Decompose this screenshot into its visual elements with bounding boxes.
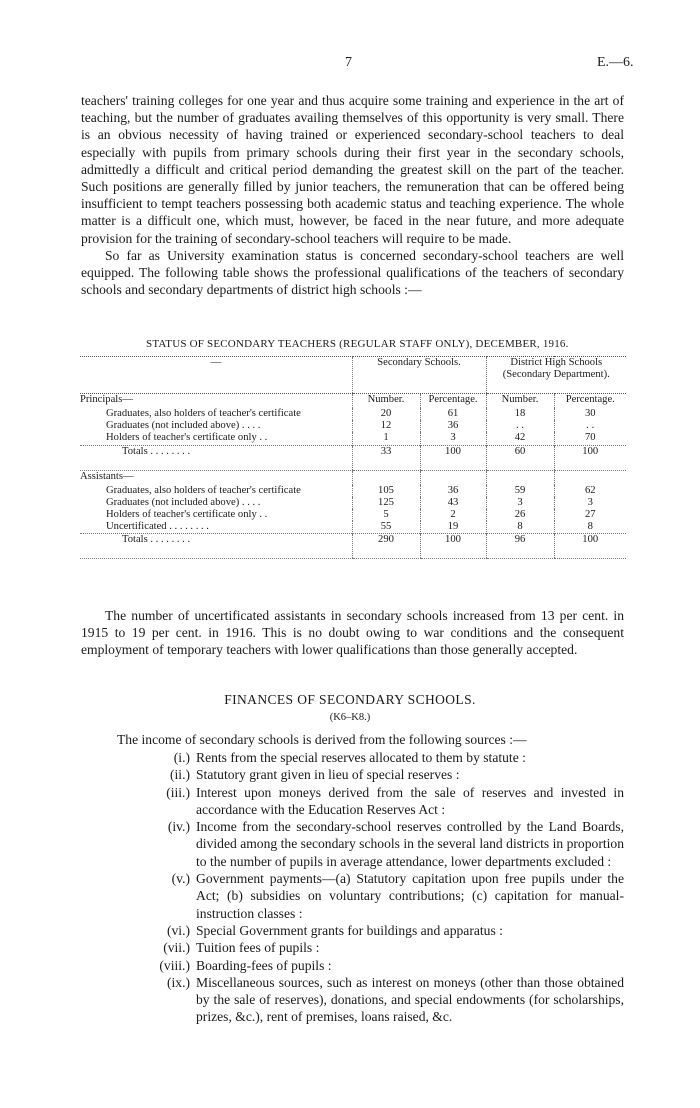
table-row: Graduates, also holders of teacher's certificate 20 61 18 30 [80, 408, 626, 420]
list-item: (vi.) Special Government grants for buildings and apparatus : [166, 922, 503, 938]
list-item: (iii.) Interest upon moneys derived from the sale of reserves and invested in accordance with the Education Reserves Act : [166, 784, 624, 817]
table-row: Graduates (not included above) . . . . 12 36 . . . . [80, 420, 626, 432]
table-row: Graduates, also holders of teacher's certificate 105 36 59 62 [80, 485, 626, 497]
table-row: Holders of teacher's certificate only . . 1 3 42 70 [80, 432, 626, 445]
teacher-status-table [80, 356, 626, 559]
paragraph-status: So far as University examination status is concerned secondary-school teachers are well equipped. The following table shows the professional qualifications of the teachers of secondary schools and secondary departments of district high schools :— [81, 248, 624, 298]
secondary-schools-header: Secondary Schools. [352, 357, 486, 394]
list-item: (iv.) Income from the secondary-school reserves controlled by the Land Boards, divided among the secondary schools in the several land districts in proportion to the number of pupils in average attendance, lower departments excluded : [167, 819, 624, 869]
sources-intro: The income of secondary schools is derived from the following sources :— [117, 732, 527, 747]
table-caption: STATUS OF SECONDARY TEACHERS (REGULAR STAFF ONLY), DECEMBER, 1916. [146, 338, 569, 350]
table-corner: — [80, 357, 352, 394]
section-reference: (K6–K8.) [329, 712, 371, 723]
paragraph-uncertificated: The number of uncertificated assistants in secondary schools increased from 13 per cent. in 1915 to 19 per cent. in 1916. This is no doubt owing to war conditions and the consequent employment of temporary teachers with lower qualifications than those generally accepted. [81, 608, 624, 658]
list-item: (ix.) Miscellaneous sources, such as interest on moneys (other than those obtained by the sale of reserves), donations, and special endowments (for scholarships, prizes, &c.), rent of premises, loans raised, &c. [166, 974, 624, 1025]
list-item: (viii.) Boarding-fees of pupils : [159, 957, 332, 973]
list-item: (ii.) Statutory grant given in lieu of special reserves : [169, 767, 460, 783]
district-high-schools-header: District High Schools (Secondary Department). [486, 357, 626, 394]
table-row: Graduates (not included above) . . . . 125 43 3 3 [80, 497, 626, 509]
document-reference: E.—6. [597, 55, 634, 70]
subheader-number: Number. [352, 394, 420, 409]
table-row: Uncertificated . . . . . . . . 55 19 8 8 [80, 521, 626, 534]
list-item: (v.) Government payments—(a) Statutory capitation upon free pupils under the Act; (b) subsidies on voluntary contributions; (c) capitation for manual-instruction classes : [171, 871, 624, 921]
section-heading: FINANCES OF SECONDARY SCHOOLS. [224, 692, 476, 707]
list-item: (i.) Rents from the special reserves allocated to them by statute : [173, 750, 526, 765]
assistants-totals-row: Totals . . . . . . . . 290 100 96 100 [80, 534, 626, 559]
income-sources-list [142, 749, 624, 1026]
subheader-number: Number. [486, 394, 554, 409]
principals-totals-row: Totals . . . . . . . . 33 100 60 100 [80, 445, 626, 470]
list-item: (vii.) Tuition fees of pupils : [163, 940, 320, 956]
paragraph-training: teachers' training colleges for one year and thus acquire some training and experience in the art of teaching, but the number of graduates availing themselves of this opportunity is very small. There is an obvious necessity of having trained or experienced secondary-school teachers to deal especially with pupils from primary schools during their first year in the secondary schools, admittedly a difficult and critical period demanding the greatest skill on the part of the teacher. Such positions are generally filled by junior teachers, the remuneration that can be offered being insufficient to tempt teachers possessing both academic status and teaching experience. The whole matter is a difficult one, which must, however, be faced in the near future, and more adequate provision for the training of secondary-school teachers will require to be made. [81, 93, 624, 246]
principals-label: Principals— [80, 394, 133, 405]
page-number: 7 [345, 55, 352, 70]
subheader-percentage: Percentage. [420, 394, 486, 409]
subheader-percentage: Percentage. [554, 394, 626, 409]
table-row: Holders of teacher's certificate only . . 5 2 26 27 [80, 509, 626, 521]
assistants-label: Assistants— [80, 470, 134, 482]
